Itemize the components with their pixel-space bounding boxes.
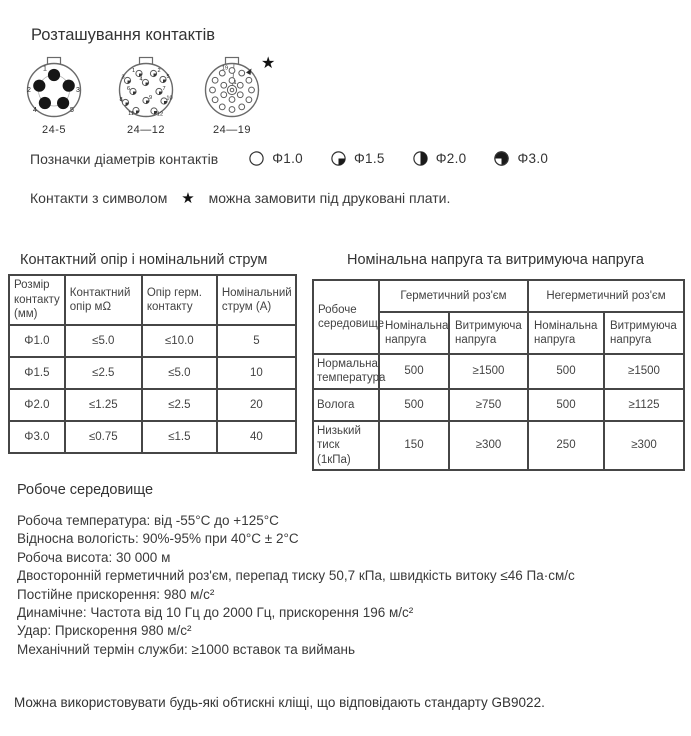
contact-number: 1 [43,65,47,73]
table-row [313,421,684,470]
connector-label: 24—12 [127,124,165,136]
subheader-withstand-voltage: Витримуюча напруга [449,312,528,354]
environment-specs [17,512,575,659]
column-header: Контактний опір мΩ [65,275,142,325]
contact-number: 3 [76,87,80,94]
cell-contact-resistance: ≤0.75 [65,421,142,453]
contact-number: 6 [126,86,131,92]
voltage-table-title: Номінальна напруга та витримуюча напруга [347,252,644,268]
table-row [9,325,296,357]
column-header: Опір герм. контакту [142,275,217,325]
table-group-header-row [313,280,684,312]
note-text-before: Контакти з символом [30,190,168,206]
cell-value: ≥1125 [604,389,684,421]
cell-contact-size: Φ3.0 [9,421,65,453]
legend-item-phi30 [493,150,548,167]
cell-rated-current: 20 [217,389,296,421]
connector-diagram-24-5 [16,53,92,136]
resistance-current-table [8,274,297,454]
group-header-hermetic: Герметичний роз'єм [379,280,528,312]
cell-value: 500 [528,389,604,421]
table-row [9,389,296,421]
contact-number: 10 [166,95,173,102]
cell-value: 150 [379,421,449,470]
corner-header: Робоче середовище [313,280,379,354]
spec-relative-humidity: Відносна вологість: 90%-95% при 40°C ± 2°C [17,531,299,547]
table-row [9,421,296,453]
group-header-non-hermetic: Негерметичний роз'єм [528,280,684,312]
connector-label: 24—19 [213,124,251,136]
contact-number: 3 [121,74,125,81]
spec-hermetic-leak-rate: Двосторонній герметичний роз'єм, перепад тиску 50,7 кПа, швидкість витоку ≤46 Па·см/с [17,568,575,584]
legend-item-phi10 [248,150,303,167]
cell-contact-size: Φ1.5 [9,357,65,389]
note-text-after: можна замовити під друковані плати. [208,190,451,206]
legend-item-phi20 [412,150,467,167]
cell-contact-size: Φ1.0 [9,325,65,357]
row-label: Нормальна температура [313,354,379,389]
connector-label: 24-5 [41,124,67,136]
circle-quarter-fill-icon [330,150,347,167]
cell-value: ≥1500 [604,354,684,389]
voltage-table [312,279,685,471]
legend-label: Φ3.0 [517,151,549,166]
legend-label: Φ1.0 [272,151,303,166]
spec-constant-acceleration: Постійне прискорення: 980 м/с² [17,586,215,602]
cell-value: ≥300 [449,421,528,470]
cell-rated-current: 10 [217,357,296,389]
row-label: Волога [313,389,379,421]
pcb-order-note [30,189,450,207]
cell-contact-resistance: ≤2.5 [65,357,142,389]
legend-label: Φ1.5 [353,151,385,166]
cell-contact-resistance: ≤5.0 [65,325,142,357]
contact-number: 12 [156,111,164,118]
circle-empty-icon [248,150,265,167]
legend-item-phi15 [330,150,385,167]
contact-layout-title: Розташування контактів [31,26,216,44]
contact-number: 8 [119,97,123,103]
contact-number: 19 [221,65,229,72]
connector-24-12-icon [108,53,184,123]
spec-operating-temperature: Робоча температура: від -55°C до +125°C [17,513,279,528]
contact-number: 7 [162,86,166,92]
table-header-row [9,275,296,325]
row-label: Низький тиск (1кПа) [313,421,379,470]
connector-24-19-icon [194,53,270,123]
contact-number: 9 [148,95,153,101]
cell-rated-current: 40 [217,421,296,453]
cell-hermetic-resistance: ≤5.0 [142,357,217,389]
spec-shock: Удар: Прискорення 980 м/с² [17,623,192,639]
table-row [9,357,296,389]
table-row [313,354,684,389]
contact-number: 4 [139,76,143,83]
connector-diagram-24-19 [194,53,270,136]
cell-contact-size: Φ2.0 [9,389,65,421]
cell-contact-resistance: ≤1.25 [65,389,142,421]
contact-number: 11 [128,111,134,117]
contact-number: 1 [131,68,136,74]
subheader-withstand-voltage: Витримуюча напруга [604,312,684,354]
table-row [313,389,684,421]
subheader-rated-voltage: Номінальна напруга [379,312,449,354]
diameter-legend-title: Позначки діаметрів контактів [30,150,219,167]
environment-title: Робоче середовище [17,482,154,498]
connector-24-5-icon [16,53,92,123]
star-icon: ★ [181,190,195,207]
contact-number: 2 [27,87,31,94]
column-header: Розмір контакту (мм) [9,275,65,325]
contact-number: 2 [157,68,161,74]
contact-number: 1 [233,80,237,86]
cell-value: 500 [379,354,449,389]
circle-three-quarter-fill-icon [493,150,510,167]
pcb-star-icon: ★ [261,55,276,72]
column-header: Номінальний струм (А) [217,275,296,325]
spec-operating-altitude: Робоча висота: 30 000 м [17,549,171,565]
cell-hermetic-resistance: ≤1.5 [142,421,217,453]
spec-vibration: Динамічне: Частота від 10 Гц до 2000 Гц, прискорення 196 м/с² [17,604,414,620]
contact-number: 4 [33,107,37,114]
contact-number: 5 [166,74,170,80]
cell-value: 500 [528,354,604,389]
subheader-rated-voltage: Номінальна напруга [528,312,604,354]
circle-half-fill-icon [412,150,429,167]
diameter-legend [30,150,575,167]
cell-value: ≥750 [449,389,528,421]
connector-diagram-24-12 [108,53,184,136]
cell-hermetic-resistance: ≤2.5 [142,389,217,421]
spec-mechanical-life: Механічний термін служби: ≥1000 вставок та виймань [17,641,356,657]
cell-value: ≥300 [604,421,684,470]
contact-number: 5 [70,107,74,114]
cell-hermetic-resistance: ≤10.0 [142,325,217,357]
resistance-table-title: Контактний опір і номінальний струм [20,252,268,268]
crimp-tool-note: Можна використовувати будь-які обтискні кліщі, що відповідають стандарту GB9022. [14,695,545,710]
cell-value: 250 [528,421,604,470]
cell-rated-current: 5 [217,325,296,357]
cell-value: ≥1500 [449,354,528,389]
legend-label: Φ2.0 [435,151,467,166]
cell-value: 500 [379,389,449,421]
